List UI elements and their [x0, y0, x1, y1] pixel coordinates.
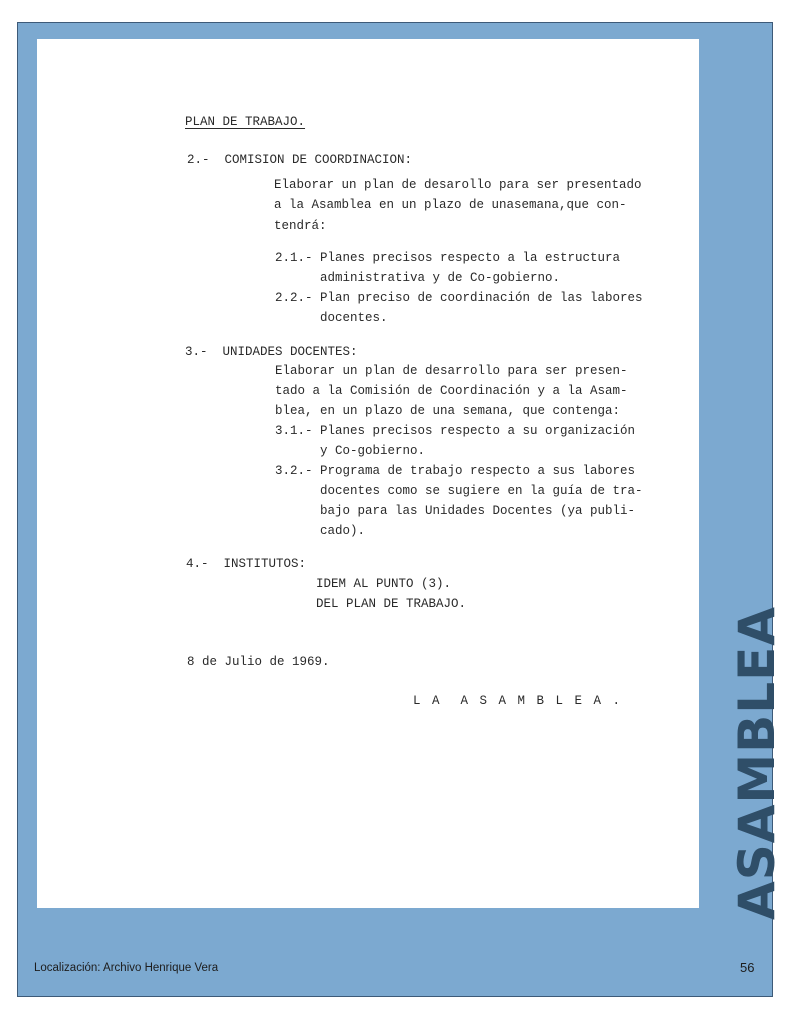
section-3-item-line: 3.2.- Programa de trabajo respecto a sus labores [275, 464, 636, 478]
section-3-item-line: 3.1.- Planes precisos respecto a su organización [275, 424, 636, 438]
document-date: 8 de Julio de 1969. [187, 655, 330, 669]
source-caption: Localización: Archivo Henrique Vera [34, 962, 219, 974]
section-3-item-line: bajo para las Unidades Docentes (ya publi- [275, 504, 636, 518]
section-4-body-line: IDEM AL PUNTO (3). [316, 577, 452, 591]
section-4-body-line: DEL PLAN DE TRABAJO. [316, 597, 467, 611]
typed-text [37, 39, 699, 908]
section-2-item-line: 2.2.- Plan preciso de coordinación de las labores [275, 291, 643, 305]
section-3-item-line: y Co-gobierno. [275, 444, 426, 458]
sidebar-title: ASAMBLEA [728, 606, 786, 920]
section-2-body-line: tendrá: [274, 219, 327, 233]
signature: L A A S A M B L E A . [413, 694, 623, 708]
section-2-item-line: docentes. [275, 311, 388, 325]
section-2-item-line: administrativa y de Co-gobierno. [275, 271, 561, 285]
page-number: 56 [740, 960, 755, 975]
section-2-body-line: a la Asamblea en un plazo de unasemana,que con- [274, 198, 627, 212]
section-2-body-line: Elaborar un plan de desarollo para ser presentado [274, 178, 642, 192]
section-3-body-line: tado a la Comisión de Coordinación y a la Asam- [275, 384, 628, 398]
section-4-heading: 4.- INSTITUTOS: [186, 557, 307, 571]
section-3-item-line: cado). [275, 524, 366, 538]
section-3-item-line: docentes como se sugiere en la guía de tra- [275, 484, 643, 498]
document-sheet [37, 39, 699, 908]
section-2-item-line: 2.1.- Planes precisos respecto a la estructura [275, 251, 621, 265]
section-3-body-line: blea, en un plazo de una semana, que contenga: [275, 404, 621, 418]
section-2-heading: 2.- COMISION DE COORDINACION: [187, 153, 413, 167]
section-3-heading: 3.- UNIDADES DOCENTES: [185, 345, 358, 359]
document-title: PLAN DE TRABAJO. [185, 115, 306, 129]
section-3-body-line: Elaborar un plan de desarrollo para ser presen- [275, 364, 628, 378]
